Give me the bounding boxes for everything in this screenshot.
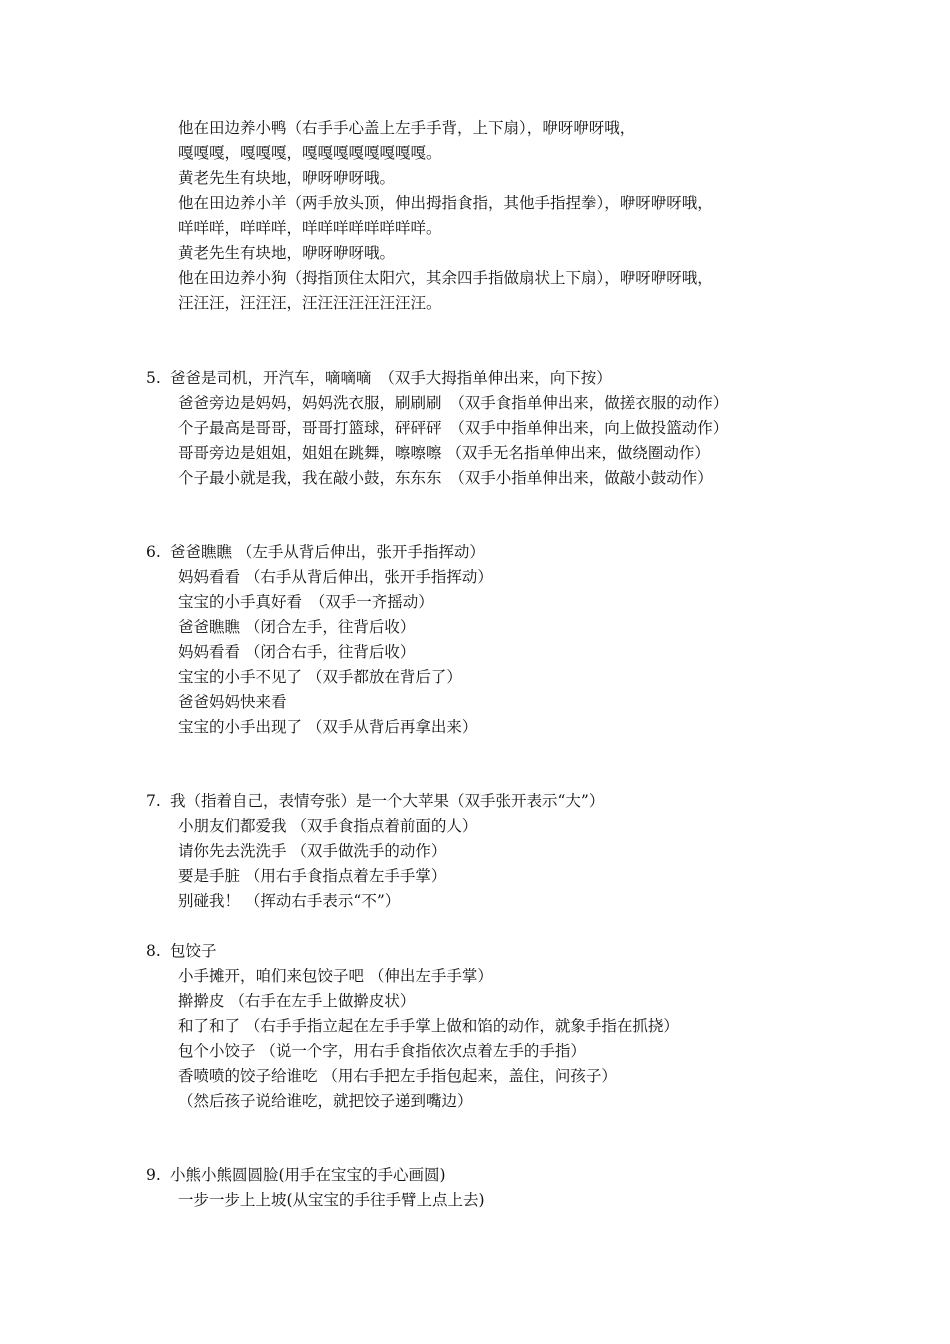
- section-line: 爸爸妈妈快来看: [178, 693, 287, 711]
- section-line: 妈妈看看 （闭合右手，往背后收）: [178, 643, 416, 661]
- intro-line: 他在田边养小羊（两手放头顶，伸出拇指食指，其他手指捏拳），咿呀咿呀哦，: [178, 194, 713, 212]
- section-first-line: 我（指着自己，表情夸张）是一个大苹果（双手张开表示“大”）: [170, 792, 605, 810]
- section-line: 爸爸旁边是妈妈，妈妈洗衣服，刷刷刷 （双手食指单伸出来，做搓衣服的动作）: [178, 394, 729, 412]
- section-first-line: 小熊小熊圆圆脸(用手在宝宝的手心画圆): [170, 1166, 446, 1184]
- intro-line: 嘎嘎嘎，嘎嘎嘎，嘎嘎嘎嘎嘎嘎嘎嘎。: [178, 144, 442, 162]
- section-line: 一步一步上上坡(从宝宝的手往手臂上点上去): [178, 1191, 485, 1209]
- intro-line: 黄老先生有块地，咿呀咿呀哦。: [178, 244, 396, 262]
- section-line: 宝宝的小手不见了 （双手都放在背后了）: [178, 668, 462, 686]
- section-8-heading: [146, 941, 217, 961]
- section-number: 8.: [146, 942, 161, 960]
- section-line: 别碰我！ （挥动右手表示“不”）: [178, 892, 401, 910]
- section-line: （然后孩子说给谁吃，就把饺子递到嘴边）: [178, 1092, 473, 1110]
- section-line: 爸爸瞧瞧 （闭合左手，往背后收）: [178, 618, 416, 636]
- section-number: 7.: [146, 792, 161, 810]
- intro-line: 咩咩咩，咩咩咩，咩咩咩咩咩咩咩咩。: [178, 219, 442, 237]
- section-line: 个子最小就是我，我在敲小鼓，东东东 （双手小指单伸出来，做敲小鼓动作）: [178, 469, 713, 487]
- section-number: 6.: [146, 543, 161, 561]
- section-line: 小朋友们都爱我 （双手食指点着前面的人）: [178, 817, 478, 835]
- section-5-heading: [146, 368, 612, 388]
- section-line: 擀擀皮 （右手在左手上做擀皮状）: [178, 992, 416, 1010]
- intro-line: 他在田边养小鸭（右手手心盖上左手手背，上下扇），咿呀咿呀哦，: [178, 119, 636, 137]
- section-line: 宝宝的小手真好看 （双手一齐摇动）: [178, 593, 434, 611]
- section-line: 小手摊开，咱们来包饺子吧 （伸出左手手掌）: [178, 967, 493, 985]
- section-line: 哥哥旁边是姐姐，姐姐在跳舞，嚓嚓嚓 （双手无名指单伸出来，做绕圈动作）: [178, 444, 710, 462]
- section-number: 5.: [146, 369, 161, 387]
- section-number: 9.: [146, 1166, 161, 1184]
- intro-line: 黄老先生有块地，咿呀咿呀哦。: [178, 169, 396, 187]
- section-6-heading: [146, 542, 485, 562]
- intro-line: 他在田边养小狗（拇指顶住太阳穴，其余四手指做扇状上下扇），咿呀咿呀哦，: [178, 269, 713, 287]
- section-first-line: 包饺子: [170, 942, 217, 960]
- section-line: 和了和了 （右手手指立起在左手手掌上做和馅的动作，就象手指在抓挠）: [178, 1017, 679, 1035]
- section-line: 个子最高是哥哥，哥哥打篮球，砰砰砰 （双手中指单伸出来，向上做投篮动作）: [178, 419, 729, 437]
- section-first-line: 爸爸瞧瞧 （左手从背后伸出，张开手指挥动）: [170, 543, 485, 561]
- section-line: 包个小饺子 （说一个字，用右手食指依次点着左手的手指）: [178, 1042, 586, 1060]
- intro-line: 汪汪汪，汪汪汪，汪汪汪汪汪汪汪汪。: [178, 294, 442, 312]
- section-9-heading: [146, 1165, 446, 1185]
- section-line: 妈妈看看 （右手从背后伸出，张开手指挥动）: [178, 568, 493, 586]
- section-line: 请你先去洗洗手 （双手做洗手的动作）: [178, 842, 447, 860]
- section-first-line: 爸爸是司机，开汽车，嘀嘀嘀 （双手大拇指单伸出来，向下按）: [170, 369, 612, 387]
- section-line: 香喷喷的饺子给谁吃 （用右手把左手指包起来，盖住，问孩子）: [178, 1067, 617, 1085]
- section-line: 要是手脏 （用右手食指点着左手手掌）: [178, 867, 447, 885]
- section-line: 宝宝的小手出现了 （双手从背后再拿出来）: [178, 718, 478, 736]
- section-7-heading: [146, 791, 604, 811]
